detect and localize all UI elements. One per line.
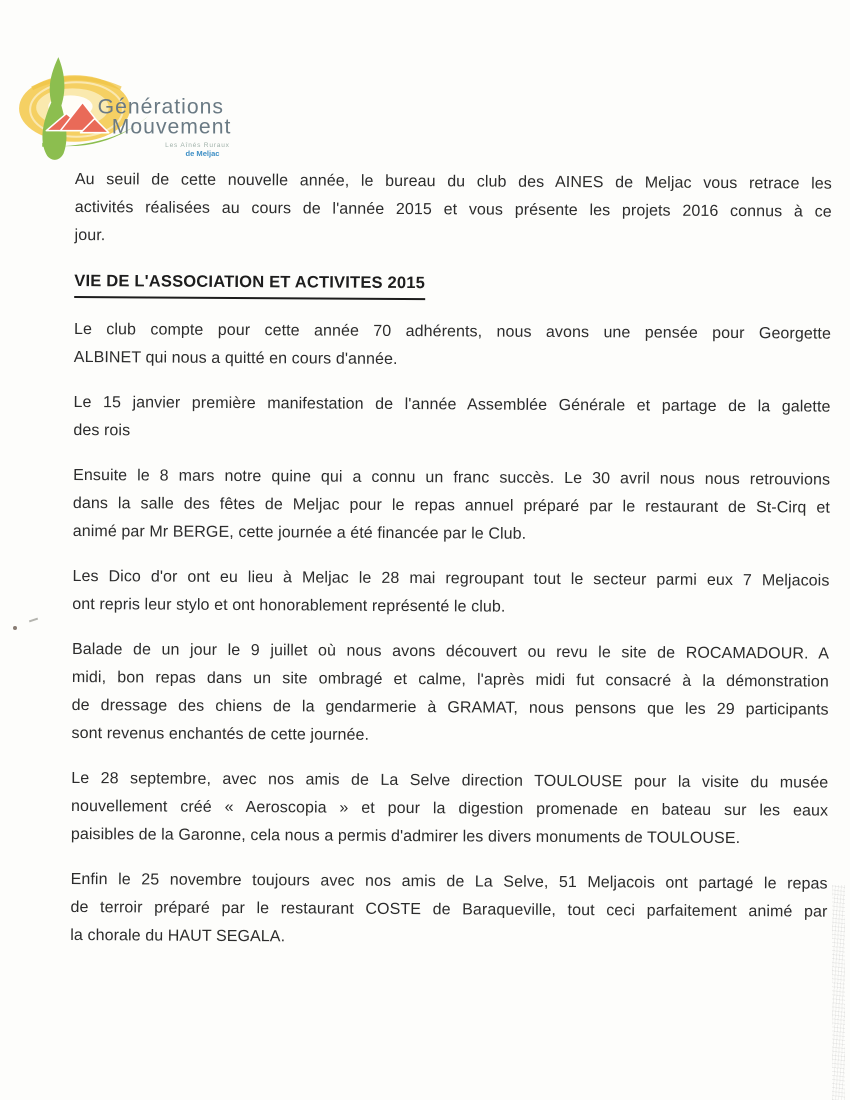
paragraph <box>73 462 830 551</box>
text-line: des rois <box>73 421 131 440</box>
scan-edge-noise <box>832 885 845 1100</box>
document-content <box>70 166 832 972</box>
text-line: la chorale du HAUT SEGALA. <box>70 926 286 946</box>
scan-artifact-dot <box>13 626 17 630</box>
text-line: ALBINET qui nous a quitté en cours d'année. <box>73 348 398 368</box>
text-line: Ensuite le 8 mars notre quine qui a connu un franc succès. Le 30 avril nous nous retrouvions <box>73 466 831 489</box>
text-line: paisibles de la Garonne, cela nous a permis d'admirer les divers monuments de TOULOUSE. <box>70 825 741 848</box>
generations-mouvement-logo-icon <box>14 56 266 162</box>
logo-title-line2: Mouvement <box>111 115 232 139</box>
section-heading-row <box>74 267 831 303</box>
logo-subtitle-line1: Les Aînés Ruraux <box>165 141 230 149</box>
text-line: Balade de un jour le 9 juillet où nous avons découvert ou revu le site de ROCAMADOUR. A <box>71 640 830 663</box>
text-line: animé par Mr BERGE, cette journée a été financée par le Club. <box>72 522 527 543</box>
text-line: Enfin le 25 novembre toujours avec nos amis de La Selve, 51 Meljacois ont partagé le repas <box>70 870 828 893</box>
text-line: Le 28 septembre, avec nos amis de La Selve direction TOULOUSE pour la visite du musée <box>71 769 829 792</box>
text-line: midi, bon repas dans un site ombragé et calme, l'après midi fut consacré à la démonstration <box>71 668 829 691</box>
logo-title-line1: Générations <box>97 95 225 119</box>
logo-subtitle-line2: de Meljac <box>185 148 220 158</box>
paragraph <box>71 765 828 854</box>
text-line: de dressage des chiens de la gendarmerie à GRAMAT, nous pensons que les 29 participants <box>71 696 829 719</box>
scan-artifact-dash <box>29 618 38 623</box>
section-heading: VIE DE L'ASSOCIATION ET ACTIVITES 2015 <box>74 267 425 300</box>
text-line: ont repris leur stylo et ont honorablement représenté le club. <box>72 595 506 616</box>
text-line: activités réalisées au cours de l'année 2015 et vous présente les projets 2016 connus à ce <box>74 198 832 221</box>
text-line: Les Dico d'or ont eu lieu à Meljac le 28 mai regroupant tout le secteur parmi eux 7 Meljacois <box>72 567 830 590</box>
paragraph <box>74 166 831 255</box>
text-line: nouvellement créé « Aeroscopia » et pour la digestion promenade en bateau sur les eaux <box>71 797 829 820</box>
paragraph <box>74 316 831 377</box>
text-line: Au seuil de cette nouvelle année, le bureau du club des AINES de Meljac vous retrace les <box>74 170 832 193</box>
paragraph <box>71 636 829 753</box>
text-line: dans la salle des fêtes de Meljac pour le repas annuel préparé par le restaurant de St-Cirq et <box>72 494 830 517</box>
text-line: Le 15 janvier première manifestation de l'année Assemblée Générale et partage de la galette <box>73 393 831 416</box>
paragraph <box>70 866 827 955</box>
text-line: jour. <box>74 226 106 245</box>
paragraph <box>73 389 830 450</box>
text-line: sont revenus enchantés de cette journée. <box>71 724 370 744</box>
text-line: de terroir préparé par le restaurant COSTE de Baraqueville, tout ceci parfaitement animé par <box>70 898 828 921</box>
logo <box>14 56 266 162</box>
text-line: Le club compte pour cette année 70 adhérents, nous avons une pensée pour Georgette <box>73 320 832 343</box>
paragraph <box>72 563 829 624</box>
